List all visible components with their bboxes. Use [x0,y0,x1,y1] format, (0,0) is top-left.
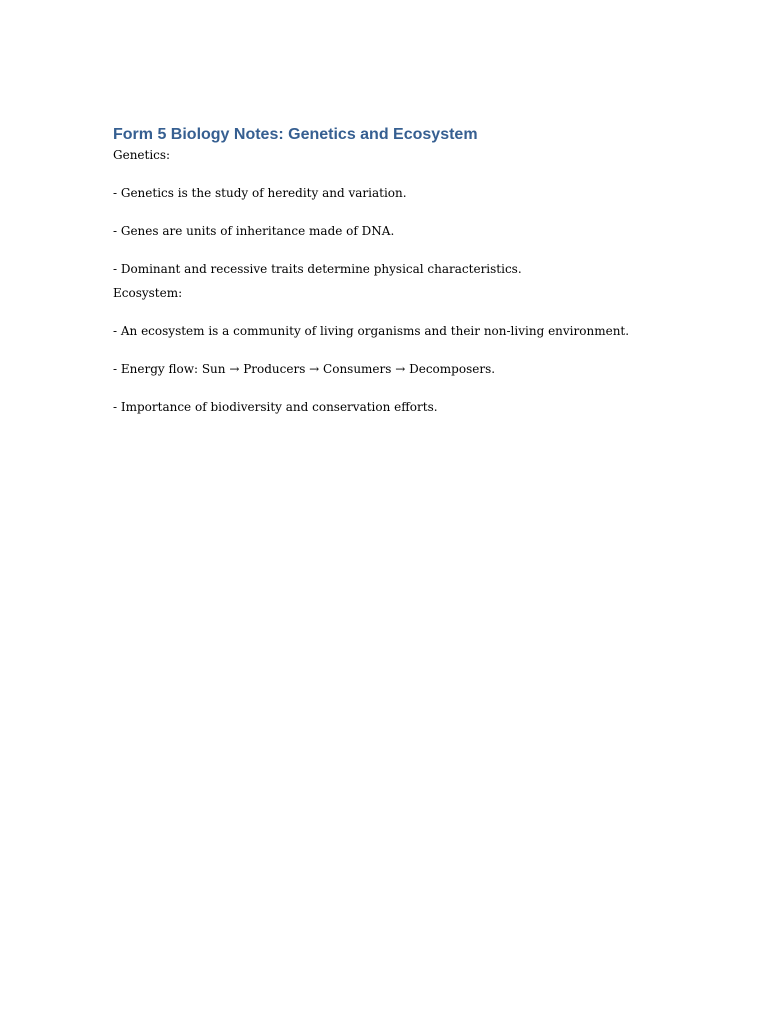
document-title: Form 5 Biology Notes: Genetics and Ecosystem [113,126,478,143]
document-page [113,124,673,416]
section-genetics [113,146,673,278]
genetics-point-3: - Dominant and recessive traits determine physical characteristics. [113,262,522,276]
ecosystem-point-3: - Importance of biodiversity and conservation efforts. [113,400,438,414]
ecosystem-point-2: - Energy flow: Sun → Producers → Consumers → Decomposers. [113,362,496,376]
section-heading-ecosystem: Ecosystem: [113,286,183,300]
ecosystem-point-1: - An ecosystem is a community of living organisms and their non-living environment. [113,324,630,338]
genetics-point-2: - Genes are units of inheritance made of DNA. [113,224,395,238]
genetics-point-1: - Genetics is the study of heredity and variation. [113,186,407,200]
section-heading-genetics: Genetics: [113,148,171,162]
section-ecosystem [113,284,673,416]
